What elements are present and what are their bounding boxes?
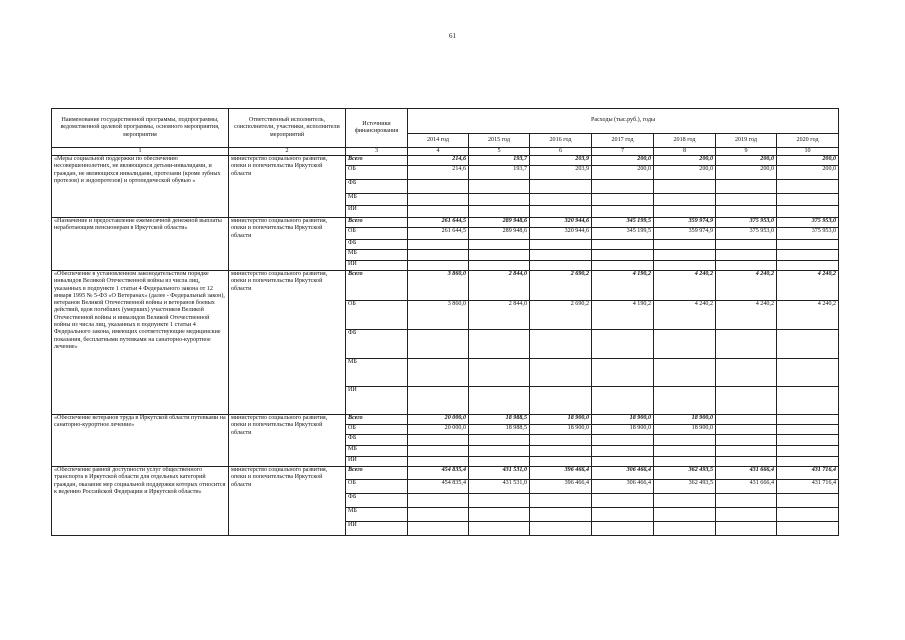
expense-value: [654, 359, 716, 387]
funding-source: ФБ: [346, 435, 408, 446]
expense-value: [716, 250, 777, 261]
expense-value: [469, 522, 530, 536]
expense-value: [530, 522, 592, 536]
table-row: [52, 415, 839, 425]
expense-value: 2 844,0: [469, 301, 530, 330]
expense-value: 362 493,5: [654, 480, 716, 494]
funding-source: ОБ: [346, 301, 408, 330]
expense-value: [592, 180, 654, 194]
column-number: 9: [716, 148, 777, 156]
expense-value: [469, 250, 530, 261]
expense-value: [408, 261, 469, 271]
expense-value: 200,0: [716, 166, 777, 180]
expense-value: 454 835,4: [408, 467, 469, 480]
expense-value: [777, 415, 839, 425]
expense-value: 4 240,2: [654, 301, 716, 330]
header-year: 2016 год: [530, 133, 592, 147]
funding-source: ФБ: [346, 240, 408, 250]
expense-value: [777, 435, 839, 446]
expense-value: 18 900,0: [530, 415, 592, 425]
expense-value: [408, 387, 469, 415]
expense-value: 4 240,2: [716, 301, 777, 330]
funding-source: ИИ: [346, 522, 408, 536]
expense-value: 431 666,4: [716, 480, 777, 494]
table-row: [52, 467, 839, 480]
funding-source: Всего: [346, 271, 408, 301]
expense-value: 320 944,6: [530, 218, 592, 228]
expense-value: 320 944,6: [530, 228, 592, 240]
program-name: «Назначение и предоставление ежемесячной денежной выплаты неработающим пенсионерам в Иркутской области»: [52, 218, 229, 271]
expense-value: [777, 522, 839, 536]
expense-value: [592, 435, 654, 446]
expense-value: [530, 387, 592, 415]
funding-source: ОБ: [346, 480, 408, 494]
expense-value: 375 953,0: [777, 228, 839, 240]
expense-value: [592, 250, 654, 261]
expense-value: 345 199,5: [592, 228, 654, 240]
expense-value: [469, 206, 530, 218]
expense-value: 18 900,0: [654, 425, 716, 435]
funding-source: МБ: [346, 359, 408, 387]
expense-value: [469, 494, 530, 508]
expense-value: 193,7: [469, 156, 530, 166]
expense-value: [654, 180, 716, 194]
expense-value: [654, 250, 716, 261]
funding-source: МБ: [346, 194, 408, 206]
expense-value: 2 690,2: [530, 271, 592, 301]
expense-value: 431 666,4: [716, 467, 777, 480]
expense-value: 200,0: [592, 156, 654, 166]
program-name: «Обеспечение равной доступности услуг общественного транспорта в Иркутской области для отдельных категорий граждан, оказание мер социальной поддержки которых относится к ведению Российской Федерации и Иркутской области»: [52, 467, 229, 536]
funding-source: Всего: [346, 156, 408, 166]
expense-value: [592, 446, 654, 457]
expense-value: 375 953,0: [777, 218, 839, 228]
funding-source: ОБ: [346, 166, 408, 180]
funding-source: ФБ: [346, 330, 408, 359]
expense-value: [592, 330, 654, 359]
column-number: 6: [530, 148, 592, 156]
expense-value: [592, 457, 654, 467]
expense-value: 18 900,0: [654, 415, 716, 425]
page-number: 61: [449, 32, 456, 40]
expense-value: 431 716,4: [777, 480, 839, 494]
expense-value: [530, 457, 592, 467]
expense-value: [408, 330, 469, 359]
expense-value: [777, 194, 839, 206]
expense-value: [654, 446, 716, 457]
expense-value: [592, 261, 654, 271]
expense-value: 20 000,0: [408, 415, 469, 425]
expense-value: 261 644,5: [408, 228, 469, 240]
expense-value: [777, 206, 839, 218]
expense-value: 200,0: [654, 166, 716, 180]
expense-value: [592, 240, 654, 250]
header-year: 2018 год: [654, 133, 716, 147]
expense-value: 200,0: [592, 166, 654, 180]
expense-value: [469, 457, 530, 467]
expense-value: [777, 359, 839, 387]
expense-value: [530, 494, 592, 508]
header-year: 2020 год: [777, 133, 839, 147]
expense-value: [408, 240, 469, 250]
program-executor: министерство социального развития, опеки и попечительства Иркутской области: [229, 271, 346, 415]
expense-value: 193,7: [469, 166, 530, 180]
expense-value: 4 240,2: [777, 301, 839, 330]
expense-value: [408, 446, 469, 457]
expense-value: [777, 261, 839, 271]
table-row: [52, 218, 839, 228]
expense-value: 4 240,2: [654, 271, 716, 301]
expense-value: [408, 359, 469, 387]
budget-table-body: [52, 156, 839, 536]
expense-value: [469, 508, 530, 522]
expense-value: [716, 435, 777, 446]
expense-value: [654, 194, 716, 206]
expense-value: 431 531,0: [469, 467, 530, 480]
funding-source: ОБ: [346, 425, 408, 435]
expense-value: [469, 387, 530, 415]
expense-value: 375 953,0: [716, 218, 777, 228]
expense-value: [654, 206, 716, 218]
expense-value: [530, 240, 592, 250]
expense-value: 2 844,0: [469, 271, 530, 301]
expense-value: [592, 206, 654, 218]
expense-value: [716, 446, 777, 457]
expense-value: 306 466,4: [592, 480, 654, 494]
expense-value: [530, 250, 592, 261]
expense-value: 431 716,4: [777, 467, 839, 480]
expense-value: 200,0: [654, 156, 716, 166]
header-expenses: Расходы (тыс.руб.), годы: [408, 109, 839, 134]
expense-value: [716, 359, 777, 387]
expense-value: [777, 330, 839, 359]
expense-value: 375 953,0: [716, 228, 777, 240]
expense-value: [777, 457, 839, 467]
expense-value: [592, 522, 654, 536]
program-name: «Меры социальной поддержки по обеспечению несовершеннолетних, не являющихся детьми-инвалидами, и граждан, не являющихся инвалидами, протезами (кроме зубных протезов) и эндопротезов) и ортопедической обувью »: [52, 156, 229, 218]
expense-value: [654, 387, 716, 415]
expense-value: [530, 435, 592, 446]
funding-source: МБ: [346, 250, 408, 261]
expense-value: 3 860,0: [408, 271, 469, 301]
expense-value: 200,0: [777, 156, 839, 166]
expense-value: [469, 194, 530, 206]
expense-value: 289 948,6: [469, 228, 530, 240]
expense-value: [716, 330, 777, 359]
expense-value: 18 900,0: [592, 415, 654, 425]
table-row: [52, 271, 839, 301]
expense-value: 4 240,2: [777, 271, 839, 301]
funding-source: Всего: [346, 415, 408, 425]
expense-value: [408, 435, 469, 446]
program-name: «Обеспечение в установленном законодательством порядке инвалидов Великой Отечественной войны из числа лиц, указанных в подпункте 1 статьи 4 Федерального закона от 12 января 1995 № 5-ФЗ «О Ветеранах» (далее - Федеральный закон), ветеранов Великой Отечественной войны и ветеранов боевых действий, вдов погибших (умерших) участников Великой Отечественной войны и инвалидов Великой Отечественной войны из числа лиц, указанных в подпункте 1 статьи 4 Федерального закона, имеющих соответствующие медицинские показания, бесплатными путевками на санаторно-курортное лечение»: [52, 271, 229, 415]
expense-value: [777, 240, 839, 250]
expense-value: 4 240,2: [716, 271, 777, 301]
expense-value: [469, 435, 530, 446]
expense-value: 289 948,6: [469, 218, 530, 228]
expense-value: [716, 261, 777, 271]
expense-value: [592, 494, 654, 508]
program-executor: министерство социального развития, опеки и попечительства Иркутской области: [229, 415, 346, 467]
expense-value: 396 466,4: [530, 467, 592, 480]
expense-value: [716, 494, 777, 508]
funding-source: МБ: [346, 508, 408, 522]
column-number: 1: [52, 148, 229, 156]
column-number: 8: [654, 148, 716, 156]
funding-source: ОБ: [346, 228, 408, 240]
expense-value: 18 988,5: [469, 425, 530, 435]
expense-value: [408, 494, 469, 508]
header-source: Источники финансирования: [346, 109, 408, 148]
column-number: 7: [592, 148, 654, 156]
expense-value: 345 199,5: [592, 218, 654, 228]
header-executor: Ответственный исполнитель, соисполнители, участники, исполнители мероприятий: [229, 109, 346, 148]
expense-value: 203,9: [530, 166, 592, 180]
expense-value: [530, 330, 592, 359]
expense-value: [654, 522, 716, 536]
expense-value: 200,0: [716, 156, 777, 166]
expense-value: [777, 250, 839, 261]
expense-value: 261 644,5: [408, 218, 469, 228]
expense-value: [530, 206, 592, 218]
expense-value: [654, 330, 716, 359]
budget-table: [51, 108, 839, 536]
expense-value: [592, 194, 654, 206]
expense-value: [716, 425, 777, 435]
expense-value: [654, 261, 716, 271]
funding-source: ИИ: [346, 261, 408, 271]
column-number: 4: [408, 148, 469, 156]
table-row: [52, 156, 839, 166]
expense-value: [654, 435, 716, 446]
expense-value: [530, 180, 592, 194]
expense-value: [408, 508, 469, 522]
expense-value: [777, 180, 839, 194]
expense-value: [530, 359, 592, 387]
expense-value: [469, 261, 530, 271]
header-year: 2019 год: [716, 133, 777, 147]
expense-value: 200,0: [777, 166, 839, 180]
expense-value: 2 690,2: [530, 301, 592, 330]
expense-value: 18 900,0: [530, 425, 592, 435]
expense-value: [654, 457, 716, 467]
expense-value: [654, 240, 716, 250]
expense-value: [408, 522, 469, 536]
header-year: 2015 год: [469, 133, 530, 147]
header-year: 2014 год: [408, 133, 469, 147]
expense-value: 362 493,5: [654, 467, 716, 480]
expense-value: [408, 194, 469, 206]
expense-value: 3 860,0: [408, 301, 469, 330]
expense-value: 203,9: [530, 156, 592, 166]
header-year: 2017 год: [592, 133, 654, 147]
funding-source: ФБ: [346, 494, 408, 508]
expense-value: 306 466,4: [592, 467, 654, 480]
expense-value: [408, 180, 469, 194]
program-name: «Обеспечение ветеранов труда в Иркутской области путевками на санаторно-курортное лечение»: [52, 415, 229, 467]
expense-value: [408, 206, 469, 218]
expense-value: [592, 359, 654, 387]
program-executor: министерство социального развития, опеки и попечительства Иркутской области: [229, 218, 346, 271]
expense-value: [716, 457, 777, 467]
funding-source: Всего: [346, 467, 408, 480]
expense-value: [777, 508, 839, 522]
funding-source: ИИ: [346, 206, 408, 218]
expense-value: [654, 508, 716, 522]
expense-value: [777, 425, 839, 435]
program-executor: министерство социального развития, опеки и попечительства Иркутской области: [229, 467, 346, 536]
column-number: 3: [346, 148, 408, 156]
column-number: 5: [469, 148, 530, 156]
expense-value: [716, 240, 777, 250]
expense-value: [777, 446, 839, 457]
expense-value: 359 974,9: [654, 228, 716, 240]
expense-value: 214,6: [408, 166, 469, 180]
expense-value: 20 000,0: [408, 425, 469, 435]
expense-value: [716, 508, 777, 522]
expense-value: 18 900,0: [592, 425, 654, 435]
column-number: 2: [229, 148, 346, 156]
expense-value: [716, 522, 777, 536]
expense-value: [469, 180, 530, 194]
expense-value: [530, 508, 592, 522]
expense-value: 18 988,5: [469, 415, 530, 425]
funding-source: МБ: [346, 446, 408, 457]
expense-value: [592, 508, 654, 522]
expense-value: [777, 494, 839, 508]
expense-value: [530, 194, 592, 206]
expense-value: [530, 446, 592, 457]
expense-value: [777, 387, 839, 415]
funding-source: Всего: [346, 218, 408, 228]
expense-value: 4 190,2: [592, 271, 654, 301]
expense-value: [716, 206, 777, 218]
expense-value: 431 531,0: [469, 480, 530, 494]
expense-value: [716, 387, 777, 415]
expense-value: 4 190,2: [592, 301, 654, 330]
expense-value: [530, 261, 592, 271]
funding-source: ФБ: [346, 180, 408, 194]
expense-value: [592, 387, 654, 415]
expense-value: [654, 494, 716, 508]
expense-value: [469, 240, 530, 250]
expense-value: [716, 415, 777, 425]
expense-value: 454 835,4: [408, 480, 469, 494]
header-name: Наименование государственной программы, подпрограммы, ведомственной целевой программы, основного мероприятия, мероприятия: [52, 109, 229, 148]
expense-value: [716, 194, 777, 206]
expense-value: [469, 446, 530, 457]
expense-value: [469, 359, 530, 387]
expense-value: [408, 250, 469, 261]
expense-value: [469, 330, 530, 359]
expense-value: 359 974,9: [654, 218, 716, 228]
program-executor: министерство социального развития, опеки и попечительства Иркутской области: [229, 156, 346, 218]
column-number: 10: [777, 148, 839, 156]
funding-source: ИИ: [346, 457, 408, 467]
expense-value: 214,6: [408, 156, 469, 166]
expense-value: 396 466,4: [530, 480, 592, 494]
expense-value: [408, 457, 469, 467]
expense-value: [716, 180, 777, 194]
funding-source: ИИ: [346, 387, 408, 415]
